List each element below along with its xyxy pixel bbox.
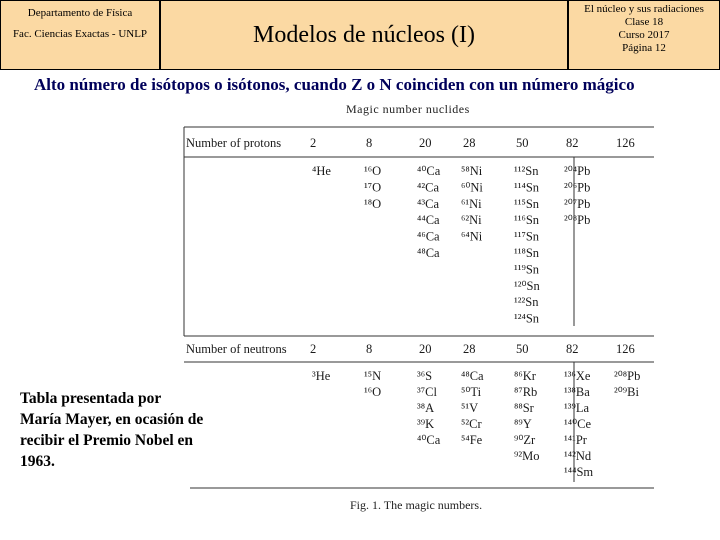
nuclide-label: ⁵⁸Ni xyxy=(461,164,483,178)
nuclide-label: ¹⁸O xyxy=(364,196,382,211)
course-year: Curso 2017 xyxy=(618,29,670,41)
nuclide-label: ¹¹⁵Sn xyxy=(514,196,540,211)
magic-number-label: 2 xyxy=(310,342,317,356)
nuclide-label: ¹⁶O xyxy=(364,164,382,178)
nuclide-label: ¹¹⁸Sn xyxy=(514,246,540,260)
nuclide-label: ²⁰⁷Pb xyxy=(564,196,591,211)
slide-subtitle: Alto número de isótopos o isótonos, cuando Z o N coinciden con un número mágico xyxy=(34,75,635,94)
nuclide-label: ⁶⁰Ni xyxy=(461,180,483,195)
faculty-label: Fac. Ciencias Exactas - UNLP xyxy=(12,28,148,40)
nuclide-label: ¹¹⁴Sn xyxy=(514,180,540,195)
slide-title: Modelos de núcleos (I) xyxy=(253,21,475,48)
nuclide-label: ²⁰⁶Pb xyxy=(564,180,591,195)
nuclide-label: ⁸⁹Y xyxy=(514,417,532,431)
nuclide-label: ⁵¹V xyxy=(461,401,479,415)
magic-number-label: 8 xyxy=(366,136,373,150)
magic-number-label: 2 xyxy=(310,136,317,150)
magic-number-table xyxy=(182,100,660,520)
nuclide-label: ³He xyxy=(312,369,331,383)
nuclide-label: ¹⁴⁰Ce xyxy=(564,417,592,431)
nuclide-label: ¹¹⁶Sn xyxy=(514,213,540,228)
magic-number-label: 28 xyxy=(463,136,476,150)
nuclide-label: ¹⁷O xyxy=(364,180,382,195)
nuclide-label: ⁹²Mo xyxy=(514,449,540,463)
nuclide-label: ¹³⁹La xyxy=(564,401,590,415)
nuclide-label: ¹³⁶Xe xyxy=(564,369,591,383)
nuclide-label: ¹⁴¹Pr xyxy=(564,433,587,447)
nuclide-label: ¹⁴⁴Sm xyxy=(564,465,594,479)
nuclide-label: ¹¹²Sn xyxy=(514,164,539,178)
nuclide-label: ¹⁶O xyxy=(364,385,382,399)
nuclide-label: ¹¹⁹Sn xyxy=(514,262,540,277)
nuclide-label: ⁸⁶Kr xyxy=(514,369,536,383)
nuclide-label: ²⁰⁹Bi xyxy=(614,385,639,399)
nuclide-label: ¹³⁸Ba xyxy=(564,385,590,399)
figure-caption: Fig. 1. The magic numbers. xyxy=(350,498,483,512)
header-title-box xyxy=(160,0,568,70)
nuclide-label: ¹²⁰Sn xyxy=(514,278,540,293)
nuclide-label: ⁶²Ni xyxy=(461,213,482,228)
nuclide-label: ¹⁴²Nd xyxy=(564,449,592,463)
department-label: Departamento de Física xyxy=(27,7,133,19)
magic-number-label: 20 xyxy=(419,136,432,150)
magic-number-label: 28 xyxy=(463,342,476,356)
page-number: Página 12 xyxy=(622,42,666,54)
nuclide-label: ⁸⁷Rb xyxy=(514,385,538,399)
nuclide-label: ¹¹⁷Sn xyxy=(514,229,540,244)
nuclide-label: ³⁸A xyxy=(417,401,435,415)
course-name: El núcleo y sus radiaciones xyxy=(584,3,704,15)
magic-number-label: 8 xyxy=(366,342,373,356)
magic-number-label: 50 xyxy=(516,342,529,356)
class-number: Clase 18 xyxy=(624,16,664,28)
magic-number-label: 126 xyxy=(616,136,635,150)
nuclide-label: ⁴⁸Ca xyxy=(461,369,484,383)
header-institution-box xyxy=(0,0,160,70)
nuclide-label: ⁵⁰Ti xyxy=(461,385,482,399)
nuclide-label: ⁴⁶Ca xyxy=(417,229,440,244)
nuclide-label: ⁶¹Ni xyxy=(461,196,482,211)
nuclide-label: ⁴He xyxy=(312,164,331,178)
nuclide-label: ³⁹K xyxy=(417,417,435,431)
nuclide-label: ⁵²Cr xyxy=(461,417,482,431)
magic-number-label: 82 xyxy=(566,136,579,150)
neutrons-axis-label: Number of neutrons xyxy=(186,342,287,356)
nuclide-label: ²⁰⁴Pb xyxy=(564,164,591,178)
nuclide-label: ¹²⁴Sn xyxy=(514,311,540,326)
caption-text: Tabla presentada por María Mayer, en ocasión de recibir el Premio Nobel en 1963. xyxy=(20,390,204,470)
nuclide-label: ⁶⁴Ni xyxy=(461,229,483,244)
nuclide-label: ⁴³Ca xyxy=(417,196,439,211)
nuclide-label: ⁴⁰Ca xyxy=(417,164,441,178)
nuclide-label: ¹²²Sn xyxy=(514,295,539,310)
nuclide-label: ⁴⁴Ca xyxy=(417,213,440,228)
nuclide-label: ⁴²Ca xyxy=(417,180,439,195)
magic-number-label: 126 xyxy=(616,342,635,356)
nuclide-label: ⁵⁴Fe xyxy=(461,433,483,447)
magic-number-label: 82 xyxy=(566,342,579,356)
nuclide-label: ⁸⁸Sr xyxy=(514,401,534,415)
nuclide-label: ⁴⁸Ca xyxy=(417,246,440,260)
nuclide-label: ²⁰⁸Pb xyxy=(564,213,591,228)
header-course-box xyxy=(568,0,720,70)
table-title: Magic number nuclides xyxy=(346,102,470,116)
nuclide-label: ⁹⁰Zr xyxy=(514,433,536,447)
nuclide-label: ²⁰⁸Pb xyxy=(614,369,641,383)
protons-axis-label: Number of protons xyxy=(186,136,282,150)
magic-number-label: 50 xyxy=(516,136,529,150)
magic-number-label: 20 xyxy=(419,342,432,356)
nuclide-label: ⁴⁰Ca xyxy=(417,433,441,447)
nuclide-label: ³⁶S xyxy=(417,369,433,383)
nuclide-label: ¹⁵N xyxy=(364,369,382,383)
nuclide-label: ³⁷Cl xyxy=(417,385,437,399)
